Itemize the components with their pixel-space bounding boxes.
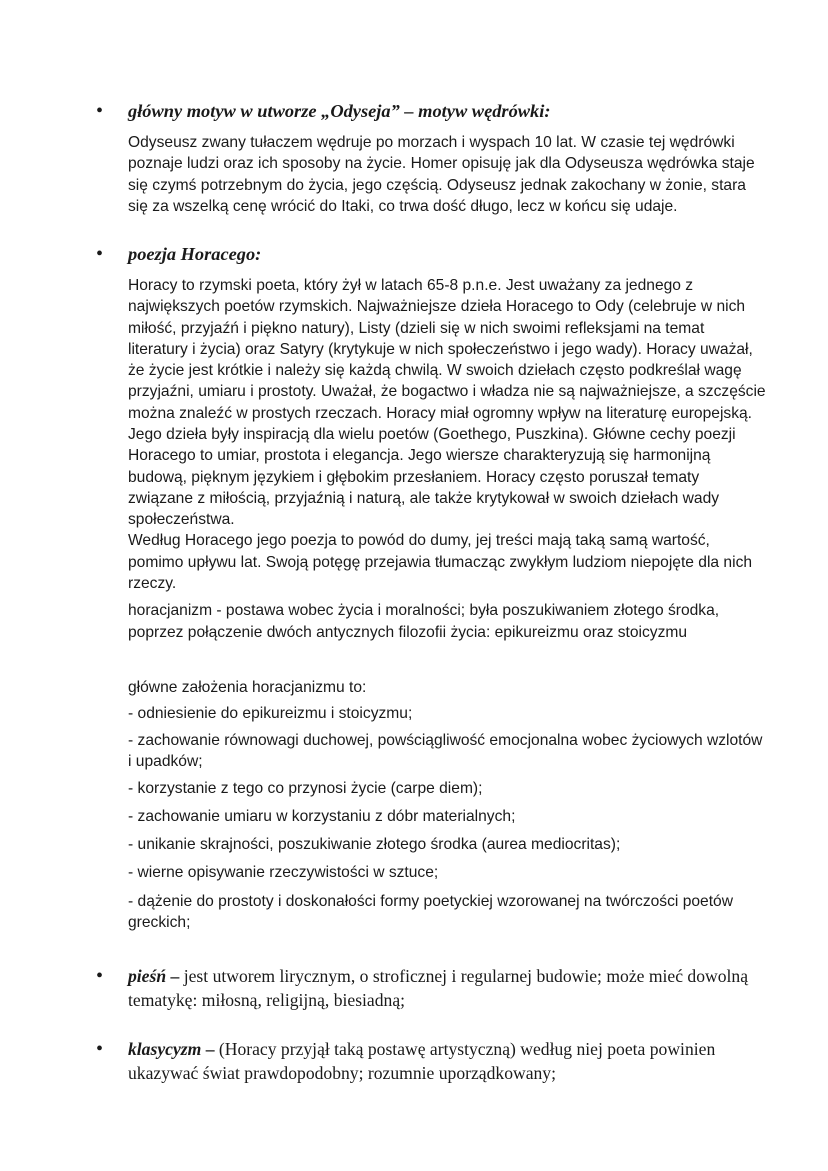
heading-text: główny motyw w utworze „Odyseja” – motyw wędrówki: xyxy=(128,101,551,121)
bullet-icon: • xyxy=(96,965,104,987)
bullet-icon: • xyxy=(96,1038,104,1060)
term-klasycyzm: klasycyzm xyxy=(128,1039,202,1059)
horacjanizm-intro: główne założenia horacjanizmu to: xyxy=(128,679,367,696)
bullet-icon: • xyxy=(96,243,104,265)
term-dash: – xyxy=(201,1039,219,1059)
horacjanizm-item: - zachowanie równowagi duchowej, powściągliwość emocjonalna wobec życiowych wzlotów i upadków; xyxy=(128,732,763,770)
klasycyzm-definition: (Horacy przyjął taką postawę artystyczną) według niej poeta powinien ukazywać świat prawdopodobny; rozumnie uporządkowany; xyxy=(128,1039,716,1083)
horacjanizm-item: - odniesienie do epikureizmu i stoicyzmu; xyxy=(128,705,413,722)
bullet-icon: • xyxy=(96,100,104,122)
heading-text: poezja Horacego: xyxy=(128,244,262,264)
horacjanizm-item: - dążenie do prostoty i doskonałości formy poetyckiej wzorowanej na twórczości poetów greckich; xyxy=(128,893,733,931)
klasycyzm-text xyxy=(128,1037,768,1085)
horacy-paragraph-1: Horacy to rzymski poeta, który żył w latach 65-8 p.n.e. Jest uważany za jednego z największych poetów rzymskich. Najważniejsze dzieła Horacego to Ody (celebruje w nich miłość, przyjaźń i piękno natury), Listy (dzieli się w nich swoimi refleksjami na temat literatury i życia) oraz Satyry (krytykuje w nich społeczeństwo i jego wady). Horacy uważał, że życie jest krótkie i należy się każdą chwilą. W swoich dziełach często podkreślał wagę przyjaźni, umiaru i prostoty. Uważał, że bogactwo i władza nie są najważniejsze, a szczęście można znaleźć w prostych rzeczach. Horacy miał ogromny wpływ na literaturę europejską. Jego dzieła były inspiracją dla wielu poetów (Goethego, Puszkina). Główne cechy poezji Horacego to umiar, prostota i elegancja. Jego wiersze charakteryzują się harmonijną budową, pięknym językiem i głębokim przesłaniem. Horacy często poruszał tematy związane z miłością, przyjaźnią i naturą, ale także krytykował w swoich dziełach wady społeczeństwa. xyxy=(128,277,766,529)
horacjanizm-item: - wierne opisywanie rzeczywistości w sztuce; xyxy=(128,864,439,881)
term-piesn: pieśń xyxy=(128,966,167,986)
term-dash: – xyxy=(166,966,184,986)
horacjanizm-item: - zachowanie umiaru w korzystaniu z dóbr materialnych; xyxy=(128,808,516,825)
horacjanizm-item: - korzystanie z tego co przynosi życie (carpe diem); xyxy=(128,780,483,797)
horacjanizm-item: - unikanie skrajności, poszukiwanie złotego środka (aurea mediocritas); xyxy=(128,836,621,853)
odyseja-paragraph: Odyseusz zwany tułaczem wędruje po morzach i wyspach 10 lat. W czasie tej wędrówki poznaje ludzi oraz ich sposoby na życie. Homer opisuję jak dla Odyseusza wędrówka staje się czymś potrzebnym do życia, jego częścią. Odyseusz jednak zakochany w żonie, stara się za wszelką cenę wrócić do Itaki, co trwa dość długo, lecz w końcu się udaje. xyxy=(128,134,755,216)
piesn-definition: jest utworem lirycznym, o stroficznej i regularnej budowie; może mieć dowolną tematykę: miłosną, religijną, biesiadną; xyxy=(128,966,749,1010)
piesn-text xyxy=(128,964,768,1012)
horacy-paragraph-2: Według Horacego jego poezja to powód do dumy, jej treści mają taką samą wartość, pomimo upływu lat. Swoją potęgę przejawia tłumacząc zwykłym ludziom niepojęte dla nich rzeczy. xyxy=(128,532,753,592)
horacjanizm-definition: horacjanizm - postawa wobec życia i moralności; była poszukiwaniem złotego środka, poprzez połączenie dwóch antycznych filozofii życia: epikureizmu oraz stoicyzmu xyxy=(128,602,720,641)
